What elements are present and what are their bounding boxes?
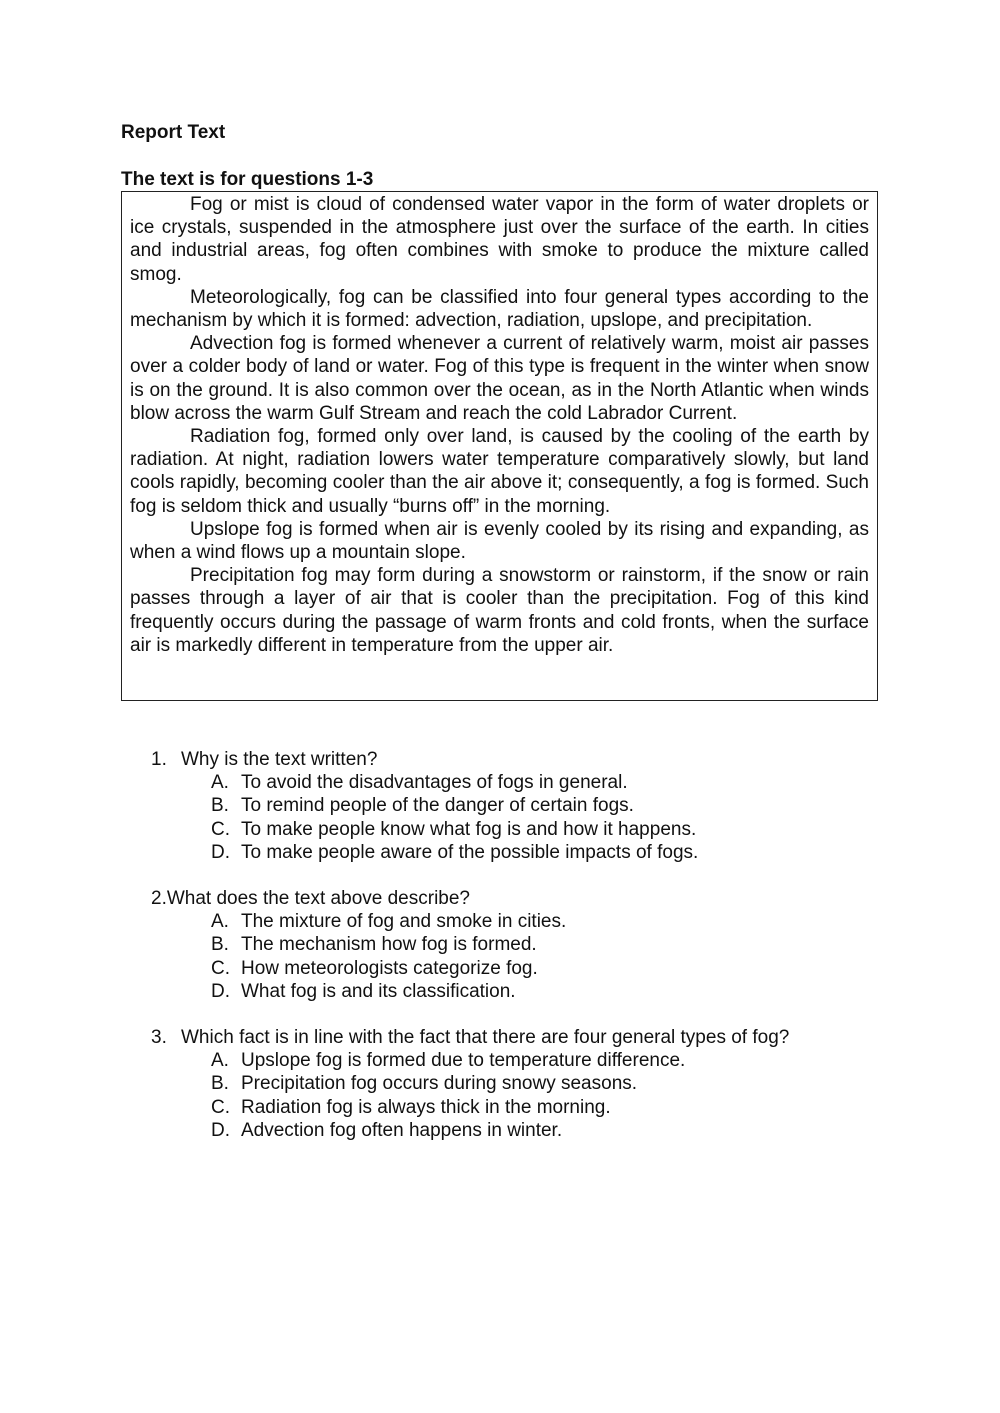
answer-option[interactable] <box>151 910 911 933</box>
answer-option[interactable] <box>151 1096 911 1119</box>
option-letter: D. <box>211 1119 230 1141</box>
question-1 <box>151 748 911 864</box>
passage-paragraph: Fog or mist is cloud of condensed water vapor in the form of water droplets or ice crystals, suspended in the atmosphere just over the surface of the earth. In cities and industrial areas, fog often combines with smoke to produce the mixture called smog. <box>130 194 869 285</box>
option-text: The mechanism how fog is formed. <box>241 934 537 956</box>
answer-option[interactable] <box>151 957 911 980</box>
answer-option[interactable] <box>151 980 911 1003</box>
option-letter: A. <box>211 772 229 794</box>
question-number: 1. <box>151 749 167 770</box>
option-text: To make people know what fog is and how it happens. <box>241 818 697 840</box>
answer-option[interactable] <box>151 1049 911 1072</box>
option-text: How meteorologists categorize fog. <box>241 957 538 979</box>
answer-option[interactable] <box>151 794 911 817</box>
option-letter: C. <box>211 818 230 840</box>
option-text: What fog is and its classification. <box>241 980 516 1002</box>
question-2 <box>151 887 911 1003</box>
answer-option[interactable] <box>151 933 911 956</box>
answer-option[interactable] <box>151 1119 911 1142</box>
option-letter: B. <box>211 1073 229 1095</box>
option-letter: D. <box>211 980 230 1002</box>
question-text: Why is the text written? <box>181 749 378 770</box>
question-number: 2. <box>151 888 167 910</box>
passage-paragraph: Precipitation fog may form during a snowstorm or rainstorm, if the snow or rain passes through a layer of air that is cooler than the precipitation. Fog of this kind frequently occurs during the passage of warm fronts and cold fronts, when the surface air is markedly different in temperature from the upper air. <box>130 565 869 656</box>
option-letter: A. <box>211 1050 229 1072</box>
question-3 <box>151 1026 911 1142</box>
option-letter: D. <box>211 841 230 863</box>
option-text: To remind people of the danger of certain fogs. <box>241 795 634 817</box>
option-text: Upslope fog is formed due to temperature difference. <box>241 1050 686 1072</box>
option-letter: C. <box>211 1096 230 1118</box>
option-letter: C. <box>211 957 230 979</box>
option-text: The mixture of fog and smoke in cities. <box>241 911 567 933</box>
question-text: What does the text above describe? <box>166 888 470 910</box>
passage-paragraph: Meteorologically, fog can be classified into four general types according to the mechanism by which it is formed: advection, radiation, upslope, and precipitation. <box>130 286 869 332</box>
answer-option[interactable] <box>151 771 911 794</box>
option-text: To make people aware of the possible impacts of fogs. <box>241 841 699 863</box>
question-text: Which fact is in line with the fact that there are four general types of fog? <box>181 1027 790 1049</box>
answer-option[interactable] <box>151 841 911 864</box>
answer-option[interactable] <box>151 1072 911 1095</box>
question-list <box>151 748 911 1165</box>
option-letter: A. <box>211 911 229 933</box>
option-letter: B. <box>211 934 229 956</box>
page-title: Report Text <box>121 122 226 143</box>
option-text: Radiation fog is always thick in the morning. <box>241 1096 611 1118</box>
passage-paragraph: Radiation fog, formed only over land, is caused by the cooling of the earth by radiation. At night, radiation lowers water temperature comparatively slowly, but land cools rapidly, becoming cooler than the air above it; consequently, a fog is formed. Such fog is seldom thick and usually “burns off” in the morning. <box>130 426 869 517</box>
reading-passage <box>121 191 878 701</box>
passage-intro: The text is for questions 1-3 <box>121 169 374 190</box>
passage-paragraph: Advection fog is formed whenever a current of relatively warm, moist air passes over a colder body of land or water. Fog of this type is frequent in the winter when snow is on the ground. It is also common over the ocean, as in the North Atlantic when winds blow across the warm Gulf Stream and reach the cold Labrador Current. <box>130 333 869 424</box>
question-number: 3. <box>151 1027 167 1049</box>
option-letter: B. <box>211 795 229 817</box>
passage-paragraph: Upslope fog is formed when air is evenly cooled by its rising and expanding, as when a wind flows up a mountain slope. <box>130 518 869 564</box>
option-text: To avoid the disadvantages of fogs in general. <box>241 772 628 794</box>
option-text: Advection fog often happens in winter. <box>241 1119 563 1141</box>
answer-option[interactable] <box>151 818 911 841</box>
option-text: Precipitation fog occurs during snowy seasons. <box>241 1073 638 1095</box>
